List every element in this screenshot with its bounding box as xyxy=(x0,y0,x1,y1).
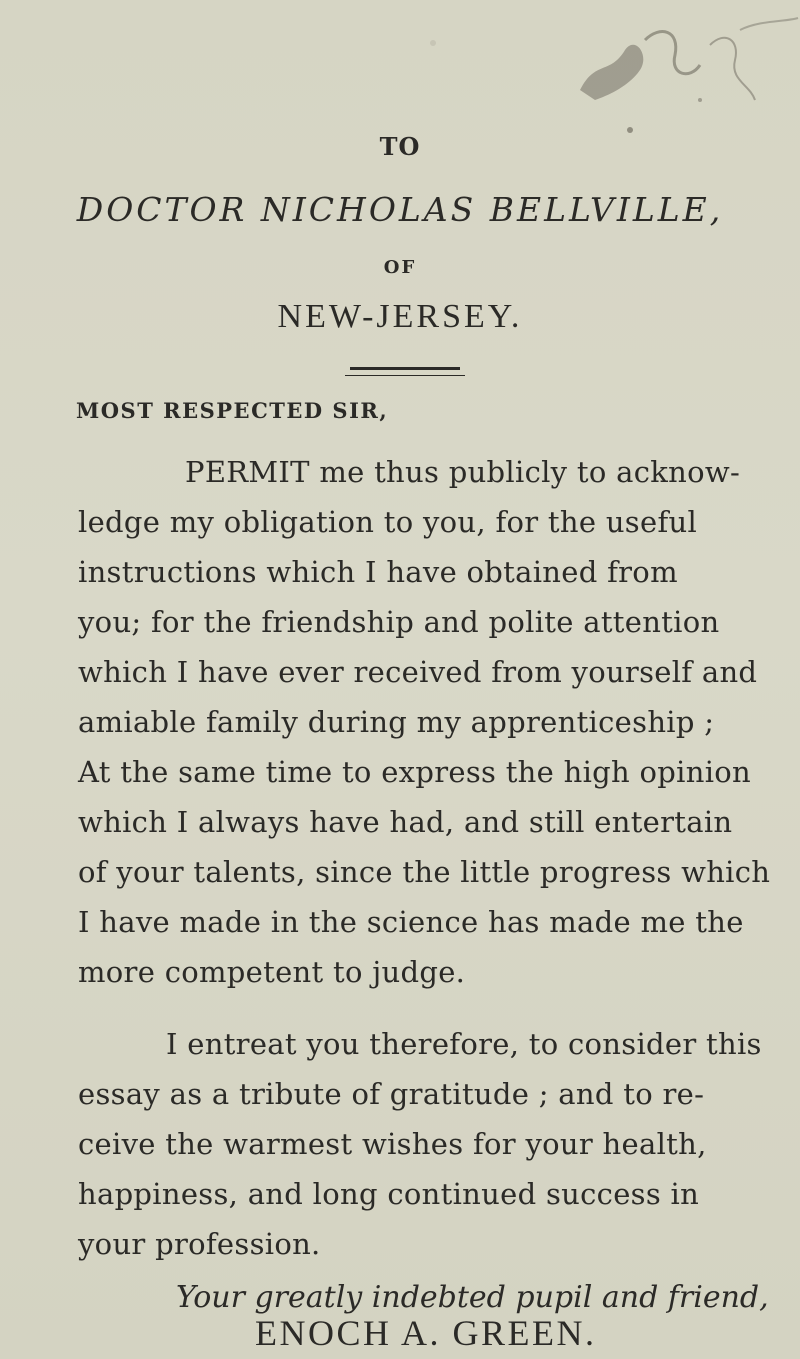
dedicatee-name: DOCTOR NICHOLAS BELLVILLE, xyxy=(76,190,724,229)
body-line: PERMIT me thus publicly to acknow- xyxy=(185,455,741,489)
paper-spot xyxy=(430,40,436,46)
body-line: your profession. xyxy=(78,1227,321,1261)
ink-stain-icon xyxy=(540,0,800,150)
dedication-of: OF xyxy=(383,257,417,278)
salutation: MOST RESPECTED SIR, xyxy=(76,398,389,423)
body-line: ledge my obligation to you, for the useful xyxy=(78,505,698,539)
body-line: I have made in the science has made me the xyxy=(78,905,744,939)
body-line: instructions which I have obtained from xyxy=(78,555,678,589)
body-line: happiness, and long continued success in xyxy=(78,1177,700,1211)
body-line: of your talents, since the little progress which xyxy=(78,855,771,889)
body-line: essay as a tribute of gratitude ; and to re- xyxy=(78,1077,705,1111)
dedication-to: TO xyxy=(379,132,421,161)
body-line: amiable family during my apprenticeship ; xyxy=(78,705,715,739)
closing-line: Your greatly indebted pupil and friend, xyxy=(176,1280,769,1315)
body-line: At the same time to express the high opinion xyxy=(78,755,752,789)
body-line: ceive the warmest wishes for your health, xyxy=(78,1127,707,1161)
signature: ENOCH A. GREEN. xyxy=(255,1313,597,1353)
body-line: which I always have had, and still entertain xyxy=(78,805,733,839)
divider-rule-thin xyxy=(345,375,465,376)
dedicatee-place: NEW-JERSEY. xyxy=(277,298,523,335)
body-line: I entreat you therefore, to consider this xyxy=(166,1027,762,1061)
body-line: you; for the friendship and polite attention xyxy=(78,605,720,639)
divider-rule xyxy=(350,367,460,370)
body-line: which I have ever received from yourself and xyxy=(78,655,758,689)
body-line: more competent to judge. xyxy=(78,955,466,989)
